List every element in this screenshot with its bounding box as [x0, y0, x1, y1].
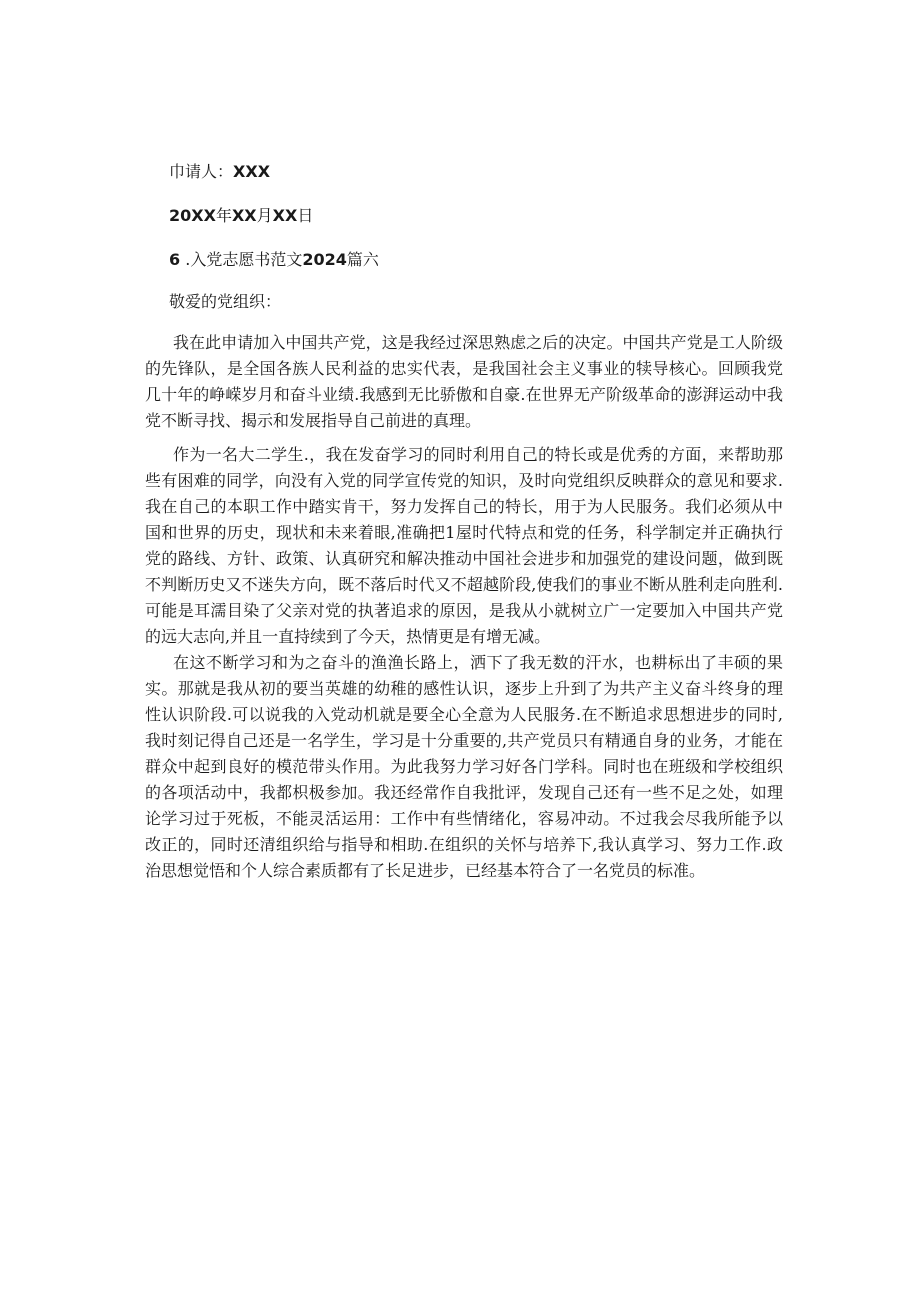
applicant-line [169, 162, 270, 182]
date-year-unit: 年 [215, 206, 232, 225]
date-day: XX [272, 206, 298, 225]
date-month-unit: 月 [256, 206, 273, 225]
section-year: 2024 [302, 250, 347, 269]
applicant-label: 巾请人： [169, 162, 234, 181]
date-month: XX [231, 206, 257, 225]
section-title-prefix: .入党志愿书范文 [180, 250, 303, 269]
section-heading [169, 250, 379, 270]
date-day-unit: 日 [297, 206, 314, 225]
paragraph-3: 在这不断学习和为之奋斗的渔渔长路上，洒下了我无数的汗水，也耕标出了丰硕的果实。那就是我从初的要当英雄的幼稚的感性认识，逐步上升到了为共产主义奋斗终身的理性认识阶段.可以说我的入党动机就是要全心全意为人民服务.在不断追求思想进步的同时,我时刻记得自己还是一名学生，学习是十分重要的,共产党员只有精通自身的业务，才能在群众中起到良好的模范带头作用。为此我努力学习好各门学科。同时也在班级和学校组织的各项活动中，我都枳极参加。我还经常作自我批评，发现自己还有一些不足之处，如理论学习过于死板，不能灵活运用：工作中有些情绪化，容易冲动。不过我会尽我所能予以改正的，同时还清组织给与指导和相助.在组织的关怀与培养下,我认真学习、努力工作.政治思想觉悟和个人综合素质都有了长足进步，已经基本符合了一名党员的标准。 [145, 653, 783, 880]
date-year: 20XX [169, 206, 216, 225]
paragraph-2: 作为一名大二学生.，我在发奋学习的同时利用自己的特长或是优秀的方面，来帮助那些有困难的同学，向没有入党的同学宣传党的知识，及时向党组织反映群众的意见和要求.我在自己的本职工作中踏实肯干，努力发挥自己的特长，用于为人民服务。我们必须从中国和世界的历史，现状和未来着眼,准确把1屋时代特点和党的任务，科学制定并正确执行党的路线、方针、政策、认真研究和解决推动中国社会进步和加强党的建设问题，做到既不判断历史又不迷失方向，既不落后时代又不超越阶段,使我们的事业不断从胜利走向胜利.可能是耳濡目染了父亲对党的执著追求的原因，是我从小就树立广一定要加入中国共产党的远大志向,并且一直持续到了今天，热情更是有增无减。 [145, 445, 783, 646]
section-number: 6 [169, 250, 181, 269]
paragraph-1: 我在此申请加入中国共产党，这是我经过深思熟虑之后的决定。中国共产党是工人阶级的先锋队，是全国各族人民利益的忠实代表，是我国社会主义事业的犊导核心。回顾我党几十年的峥嵘岁月和奋斗业绩.我感到无比骄傲和自豪.在世界无产阶级革命的澎湃运动中我党不断寻找、揭示和发展指导自己前进的真理。 [145, 333, 783, 430]
applicant-name: XXX [233, 162, 271, 181]
section-title-suffix: 篇六 [346, 250, 379, 269]
date-line [169, 206, 313, 226]
salutation: 敬爱的党组织： [169, 292, 282, 311]
